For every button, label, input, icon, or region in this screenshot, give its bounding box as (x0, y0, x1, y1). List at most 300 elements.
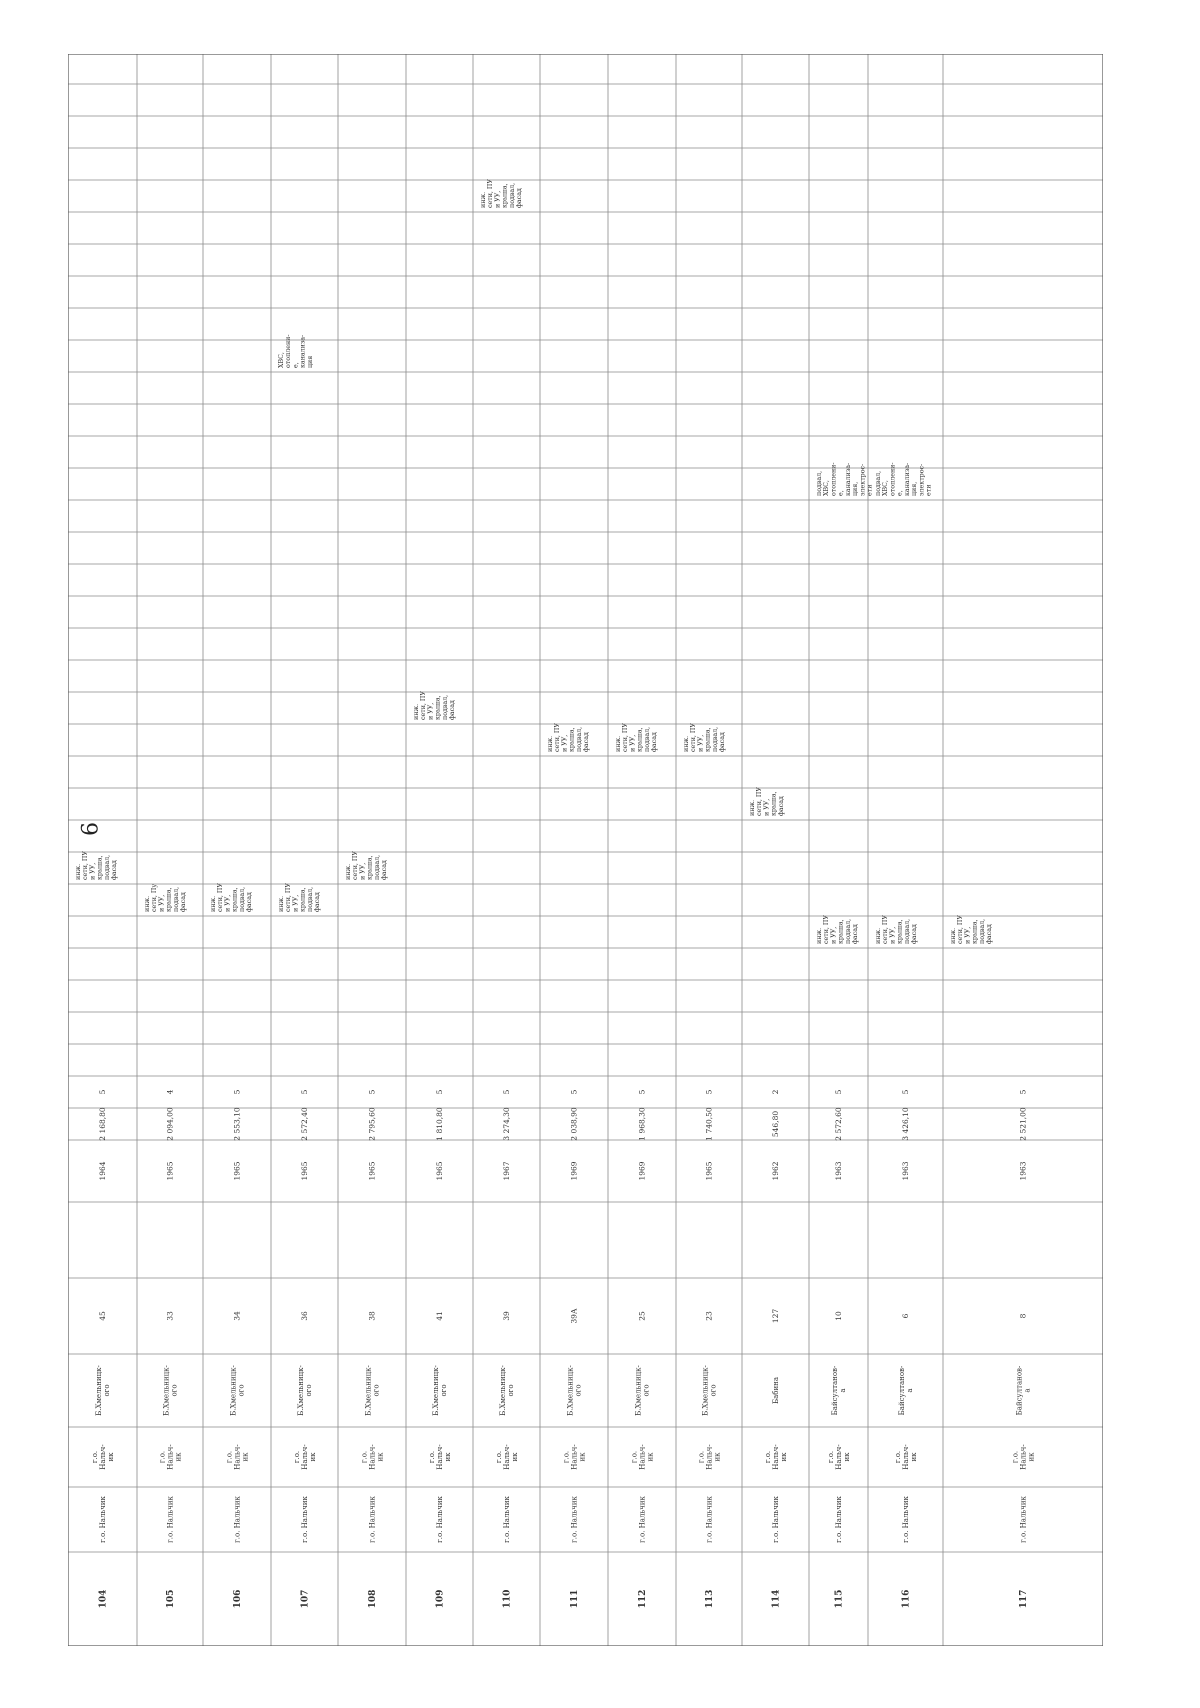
svg-text:и УУ,: и УУ, (629, 734, 637, 752)
municipality-cell (99, 1495, 107, 1542)
svg-text:сети, ПУ: сети, ПУ (823, 915, 830, 944)
year-cell (502, 1161, 511, 1180)
svg-text:ого: ого (103, 1384, 111, 1397)
svg-text:6: 6 (901, 1313, 911, 1319)
street-cell (297, 1364, 313, 1415)
locality-cell (158, 1444, 182, 1470)
svg-text:и УУ,: и УУ, (697, 734, 705, 752)
house-number-cell (705, 1311, 714, 1321)
street-cell (95, 1364, 111, 1415)
year-cell (638, 1161, 647, 1180)
work-description-cell (278, 334, 314, 368)
svg-text:33: 33 (165, 1311, 175, 1321)
house-number-cell (233, 1311, 242, 1321)
svg-text:Нальч-: Нальч- (1019, 1444, 1028, 1470)
svg-text:2 553,10: 2 553,10 (232, 1107, 242, 1141)
svg-text:г.о.: г.о. (225, 1450, 234, 1464)
svg-text:ция,: ция, (911, 481, 919, 496)
svg-text:2 572,60: 2 572,60 (834, 1107, 844, 1141)
work-description-cell (480, 179, 523, 208)
svg-text:1967: 1967 (502, 1161, 512, 1181)
locality-cell (428, 1444, 452, 1470)
svg-text:и УУ,: и УУ, (292, 894, 300, 912)
svg-text:подвал,: подвал, (103, 854, 111, 880)
svg-text:1965: 1965 (435, 1161, 445, 1181)
svg-text:фасад: фасад (246, 892, 253, 912)
svg-text:ого: ого (305, 1384, 313, 1397)
work-description-cell (547, 723, 590, 752)
row-number (705, 1590, 715, 1609)
svg-text:41: 41 (435, 1311, 445, 1321)
locality-cell (630, 1444, 654, 1470)
svg-text:инж.: инж. (614, 735, 622, 752)
svg-text:39: 39 (502, 1311, 512, 1321)
svg-text:Нальч-: Нальч- (834, 1444, 843, 1470)
svg-text:г.о.: г.о. (763, 1450, 772, 1464)
svg-text:ик: ик (578, 1452, 587, 1462)
svg-text:г.о. Нальчик: г.о. Нальчик (1019, 1496, 1028, 1543)
svg-text:2 168,80: 2 168,80 (98, 1107, 108, 1141)
svg-text:ик: ик (241, 1452, 250, 1462)
street-cell (162, 1364, 178, 1415)
svg-text:3 274,30: 3 274,30 (502, 1107, 512, 1141)
locality-cell (293, 1444, 317, 1470)
svg-text:подвал,: подвал, (373, 854, 381, 880)
svg-text:электрос-: электрос- (859, 463, 867, 496)
floors-cell (1019, 1089, 1028, 1094)
municipality-cell (166, 1495, 174, 1542)
house-number-cell (901, 1313, 910, 1318)
svg-text:112: 112 (638, 1589, 649, 1609)
svg-text:подвал,: подвал, (172, 886, 180, 912)
svg-text:Байсултанов-: Байсултанов- (830, 1365, 839, 1416)
svg-text:Нальч-: Нальч- (233, 1444, 242, 1470)
svg-text:г.о. Нальчик: г.о. Нальчик (435, 1496, 444, 1543)
svg-text:1965: 1965 (232, 1161, 242, 1181)
svg-text:и УУ,: и УУ, (889, 926, 897, 944)
svg-text:крыша,: крыша, (434, 695, 442, 720)
floors-cell (435, 1089, 444, 1094)
svg-text:подвал,: подвал, (508, 182, 516, 208)
svg-text:38: 38 (367, 1311, 377, 1321)
year-cell (570, 1161, 579, 1180)
svg-text:е,: е, (292, 362, 300, 368)
municipality-cell (1019, 1495, 1027, 1542)
work-description-cell (210, 883, 253, 912)
svg-text:а: а (906, 1388, 914, 1393)
work-description-cell (345, 851, 388, 880)
svg-text:инж.: инж. (949, 927, 957, 944)
svg-text:а: а (1023, 1388, 1032, 1393)
svg-text:34: 34 (232, 1311, 242, 1321)
svg-text:инж.: инж. (815, 927, 823, 944)
floors-cell (834, 1089, 843, 1094)
svg-text:подвал,: подвал, (815, 470, 823, 496)
svg-text:Бабина: Бабина (771, 1376, 780, 1405)
svg-text:127: 127 (771, 1308, 781, 1324)
area-cell (705, 1107, 714, 1141)
svg-text:Нальч-: Нальч- (166, 1444, 175, 1470)
row-number (99, 1590, 109, 1609)
svg-text:г.о. Нальчик: г.о. Нальчик (300, 1496, 309, 1543)
svg-text:ого: ого (440, 1384, 448, 1397)
svg-text:фасад: фасад (911, 924, 918, 944)
svg-text:5: 5 (367, 1089, 377, 1095)
svg-text:4: 4 (165, 1089, 175, 1095)
year-cell (98, 1161, 107, 1180)
svg-text:5: 5 (637, 1089, 647, 1095)
municipality-cell (503, 1495, 511, 1542)
row-number (772, 1590, 782, 1609)
locality-cell (495, 1444, 519, 1470)
svg-text:подвал,: подвал, (711, 726, 719, 752)
svg-text:Б.Хмельницк-: Б.Хмельницк- (701, 1365, 710, 1416)
municipality-cell (638, 1495, 646, 1542)
work-description-cell (875, 915, 918, 944)
svg-text:Нальч-: Нальч- (771, 1444, 780, 1470)
svg-text:г.о.: г.о. (562, 1450, 571, 1464)
year-cell (368, 1161, 377, 1180)
svg-text:ого: ого (574, 1384, 583, 1397)
house-number-cell (1019, 1313, 1028, 1318)
svg-text:Нальч-: Нальч- (502, 1444, 511, 1470)
svg-text:109: 109 (435, 1589, 446, 1609)
year-cell (435, 1161, 444, 1180)
svg-text:фасад: фасад (852, 924, 859, 944)
svg-text:канализа-: канализа- (844, 462, 852, 496)
svg-text:ик: ик (843, 1452, 851, 1462)
svg-text:2 521,00: 2 521,00 (1018, 1107, 1028, 1141)
area-cell (1019, 1107, 1028, 1141)
svg-text:ого: ого (237, 1384, 246, 1397)
svg-text:ого: ого (372, 1384, 381, 1397)
work-description-cell (144, 884, 187, 912)
work-description-cell (816, 462, 874, 496)
floors-cell (901, 1089, 910, 1094)
svg-text:крыша,: крыша, (299, 887, 307, 912)
svg-text:1965: 1965 (165, 1161, 175, 1181)
page-number: 9 (75, 822, 100, 836)
svg-text:107: 107 (300, 1589, 311, 1609)
svg-text:ция,: ция, (852, 481, 860, 496)
floors-cell (771, 1089, 780, 1094)
municipality-cell (902, 1495, 910, 1542)
svg-text:инж.: инж. (546, 735, 554, 752)
svg-text:сети, ПУ: сети, ПУ (882, 915, 889, 944)
street-cell (772, 1377, 780, 1404)
floors-cell (638, 1089, 647, 1094)
house-number-cell (166, 1311, 175, 1321)
svg-text:Б.Хмельницк-: Б.Хмельницк- (229, 1365, 238, 1416)
row-number (166, 1590, 176, 1609)
svg-text:г.о.: г.о. (292, 1450, 301, 1464)
svg-text:крыша,: крыша, (165, 887, 173, 912)
house-number-cell (368, 1311, 377, 1321)
svg-text:104: 104 (98, 1589, 109, 1609)
svg-text:инж.: инж. (748, 799, 756, 816)
svg-text:и УУ,: и УУ, (427, 702, 435, 720)
svg-text:подвал,: подвал, (575, 726, 583, 752)
year-cell (300, 1161, 309, 1180)
svg-text:1965: 1965 (367, 1161, 377, 1181)
svg-text:ик: ик (444, 1452, 452, 1462)
svg-text:5: 5 (901, 1089, 911, 1095)
svg-text:ети: ети (866, 484, 874, 496)
svg-text:2 795,60: 2 795,60 (367, 1107, 377, 1141)
svg-text:фасад: фасад (777, 796, 785, 816)
locality-cell (360, 1444, 384, 1470)
svg-text:ция: ция (306, 355, 314, 368)
svg-text:фасад: фасад (381, 860, 388, 880)
svg-text:ик: ик (174, 1452, 183, 1462)
svg-text:фасад: фасад (651, 732, 658, 752)
svg-text:1963: 1963 (834, 1161, 844, 1181)
svg-text:ого: ого (170, 1384, 179, 1397)
svg-text:подвал,: подвал, (874, 470, 882, 496)
svg-text:г.о.: г.о. (494, 1450, 503, 1464)
svg-text:10: 10 (834, 1311, 844, 1321)
svg-text:5: 5 (569, 1089, 579, 1095)
row-number (436, 1590, 446, 1609)
svg-text:сети, ПУ: сети, ПУ (285, 883, 292, 912)
svg-text:сети, ПУ: сети, ПУ (690, 723, 697, 752)
svg-text:инж.: инж. (874, 927, 882, 944)
svg-text:г.о. Нальчик: г.о. Нальчик (368, 1496, 377, 1543)
svg-text:1 968,30: 1 968,30 (637, 1107, 647, 1141)
svg-text:2 572,40: 2 572,40 (300, 1107, 310, 1141)
table-grid (68, 54, 1103, 1646)
svg-text:г.о. Нальчик: г.о. Нальчик (771, 1496, 780, 1543)
svg-text:3 426,10: 3 426,10 (901, 1107, 911, 1141)
svg-text:фасад: фасад (314, 892, 321, 912)
svg-text:подвал,: подвал, (903, 918, 911, 944)
svg-text:г.о. Нальчик: г.о. Нальчик (901, 1496, 910, 1543)
svg-text:канализа-: канализа- (903, 462, 911, 496)
svg-text:117: 117 (1019, 1589, 1030, 1609)
svg-text:5: 5 (1018, 1089, 1028, 1095)
floors-cell (98, 1089, 107, 1094)
svg-text:отоплени-: отоплени- (285, 334, 293, 368)
svg-text:ого: ого (709, 1384, 718, 1397)
svg-text:ХВС,: ХВС, (277, 352, 285, 368)
svg-text:39А: 39А (569, 1308, 579, 1324)
svg-text:отоплени-: отоплени- (889, 462, 897, 496)
svg-text:подвал,: подвал, (238, 886, 246, 912)
svg-text:фасад: фасад (583, 732, 590, 752)
svg-text:крыша,: крыша, (96, 855, 104, 880)
svg-text:подвал,: подвал, (441, 694, 449, 720)
floors-cell (233, 1089, 242, 1094)
svg-text:ХВС,: ХВС, (882, 480, 890, 496)
street-cell (229, 1364, 245, 1415)
svg-text:г.о. Нальчик: г.о. Нальчик (638, 1496, 647, 1543)
svg-text:5: 5 (435, 1089, 445, 1095)
area-cell (435, 1107, 444, 1141)
svg-text:и УУ,: и УУ, (763, 798, 771, 816)
street-cell (898, 1365, 914, 1415)
svg-text:г.о. Нальчик: г.о. Нальчик (502, 1496, 511, 1543)
row-number (570, 1590, 580, 1609)
svg-text:1963: 1963 (1018, 1161, 1028, 1181)
svg-text:сети, ПУ: сети, ПУ (217, 883, 224, 912)
svg-text:фасад: фасад (111, 860, 118, 880)
year-cell (834, 1161, 843, 1180)
svg-text:108: 108 (368, 1589, 379, 1609)
area-cell (233, 1107, 242, 1141)
svg-text:Б.Хмельницк-: Б.Хмельницк- (162, 1365, 171, 1416)
svg-text:36: 36 (300, 1311, 310, 1321)
svg-text:инж.: инж. (74, 863, 82, 880)
rotated-data-table (68, 54, 1103, 1646)
svg-text:ого: ого (642, 1384, 651, 1397)
work-description-cell (615, 723, 658, 752)
svg-text:электрос-: электрос- (918, 463, 926, 496)
svg-text:ик: ик (376, 1452, 385, 1462)
year-cell (233, 1161, 242, 1180)
svg-text:ик: ик (511, 1452, 519, 1462)
area-cell (570, 1107, 579, 1141)
work-description-cell (413, 691, 456, 720)
svg-text:45: 45 (98, 1311, 108, 1321)
svg-text:2: 2 (771, 1089, 781, 1095)
svg-text:инж.: инж. (682, 735, 690, 752)
year-cell (166, 1161, 175, 1180)
svg-text:5: 5 (704, 1089, 714, 1095)
work-description-cell (816, 915, 859, 944)
svg-text:Байсултанов-: Байсултанов- (1015, 1365, 1024, 1416)
svg-text:115: 115 (834, 1589, 845, 1609)
svg-text:крыша,: крыша, (770, 791, 778, 816)
work-description-cell (950, 915, 993, 944)
svg-text:Б.Хмельницк-: Б.Хмельницк- (364, 1365, 373, 1416)
svg-text:и УУ,: и УУ, (494, 190, 502, 208)
svg-text:инж.: инж. (479, 191, 487, 208)
municipality-cell (705, 1495, 713, 1542)
area-cell (368, 1107, 377, 1141)
svg-text:подвал,: подвал, (978, 918, 986, 944)
svg-text:крыша,: крыша, (366, 855, 374, 880)
svg-text:г.о. Нальчик: г.о. Нальчик (233, 1496, 242, 1543)
floors-cell (705, 1089, 714, 1094)
svg-text:г.о. Нальчик: г.о. Нальчик (98, 1496, 107, 1543)
area-cell (834, 1107, 843, 1141)
work-description-cell (278, 883, 321, 912)
svg-text:114: 114 (771, 1589, 782, 1609)
floors-cell (300, 1089, 309, 1094)
svg-text:а: а (839, 1388, 847, 1393)
svg-text:сети, ПУ: сети, ПУ (756, 787, 764, 816)
locality-cell (894, 1444, 918, 1470)
locality-cell (764, 1444, 788, 1470)
svg-text:ети: ети (925, 484, 933, 496)
year-cell (901, 1161, 910, 1180)
svg-text:Нальч-: Нальч- (300, 1444, 309, 1470)
svg-text:инж.: инж. (412, 703, 420, 720)
house-number-cell (834, 1311, 843, 1321)
street-cell (364, 1364, 380, 1415)
municipality-cell (368, 1495, 376, 1542)
svg-text:фасад: фасад (719, 732, 726, 752)
svg-text:подвал,: подвал, (844, 918, 852, 944)
table-border (68, 54, 1103, 1646)
row-number (902, 1590, 912, 1609)
svg-text:Б.Хмельницк-: Б.Хмельницк- (634, 1365, 643, 1416)
svg-text:крыша,: крыша, (971, 919, 979, 944)
floors-cell (368, 1089, 377, 1094)
year-cell (771, 1161, 780, 1180)
municipality-cell (233, 1495, 241, 1542)
svg-text:г.о.: г.о. (427, 1450, 436, 1464)
svg-text:сети, Пу: сети, Пу (151, 883, 158, 912)
municipality-cell (436, 1495, 444, 1542)
svg-text:фасад: фасад (449, 700, 456, 720)
svg-text:подвал,: подвал, (306, 886, 314, 912)
row-number (835, 1590, 845, 1609)
svg-text:Б.Хмельницк-: Б.Хмельницк- (431, 1365, 440, 1416)
street-cell (701, 1364, 717, 1415)
svg-text:сети, ПУ: сети, ПУ (554, 723, 561, 752)
house-number-cell (300, 1311, 309, 1321)
svg-text:5: 5 (834, 1089, 844, 1095)
area-cell (98, 1107, 107, 1141)
svg-text:г.о.: г.о. (697, 1450, 706, 1464)
svg-text:113: 113 (705, 1589, 716, 1609)
work-description-cell (683, 723, 726, 752)
row-number (503, 1590, 513, 1609)
locality-cell (1011, 1444, 1035, 1470)
svg-text:сети, ПУ: сети, ПУ (420, 691, 427, 720)
svg-text:Нальч-: Нальч- (435, 1444, 444, 1470)
svg-text:ХВС,: ХВС, (823, 480, 831, 496)
area-cell (901, 1107, 910, 1141)
house-number-cell (570, 1308, 579, 1324)
svg-text:2 094,00: 2 094,00 (165, 1107, 175, 1141)
house-number-cell (435, 1311, 444, 1321)
svg-text:и УУ,: и УУ, (224, 894, 232, 912)
svg-text:е,: е, (896, 490, 904, 496)
house-number-cell (771, 1309, 780, 1324)
svg-text:сети, ПУ: сети, ПУ (352, 851, 359, 880)
svg-text:Б.Хмельницк-: Б.Хмельницк- (296, 1365, 305, 1416)
svg-text:г.о.: г.о. (158, 1450, 167, 1464)
svg-text:1 810,80: 1 810,80 (435, 1107, 445, 1141)
svg-text:г.о.: г.о. (630, 1450, 639, 1464)
svg-text:крыша,: крыша, (837, 919, 845, 944)
svg-text:сети, ПУ: сети, ПУ (957, 915, 964, 944)
svg-text:крыша,: крыша, (501, 183, 509, 208)
work-description-cell (875, 462, 933, 496)
svg-text:Нальч-: Нальч- (901, 1444, 910, 1470)
municipality-cell (835, 1495, 843, 1542)
svg-text:ик: ик (309, 1452, 317, 1462)
area-cell (502, 1107, 511, 1141)
svg-text:Байсултанов-: Байсултанов- (897, 1365, 906, 1416)
locality-cell (91, 1444, 115, 1470)
svg-text:Б.Хмельницк-: Б.Хмельницк- (498, 1365, 507, 1416)
svg-text:г.о. Нальчик: г.о. Нальчик (705, 1496, 714, 1543)
svg-text:инж.: инж. (209, 895, 217, 912)
svg-text:106: 106 (233, 1589, 244, 1609)
svg-text:23: 23 (704, 1311, 714, 1321)
svg-text:и УУ,: и УУ, (964, 926, 972, 944)
house-number-cell (98, 1311, 107, 1321)
svg-text:1964: 1964 (98, 1161, 108, 1181)
area-cell (638, 1107, 647, 1141)
svg-text:105: 105 (166, 1589, 177, 1609)
area-cell (166, 1107, 175, 1141)
svg-text:Нальч-: Нальч- (705, 1444, 714, 1470)
svg-text:1 740,50: 1 740,50 (704, 1107, 714, 1141)
